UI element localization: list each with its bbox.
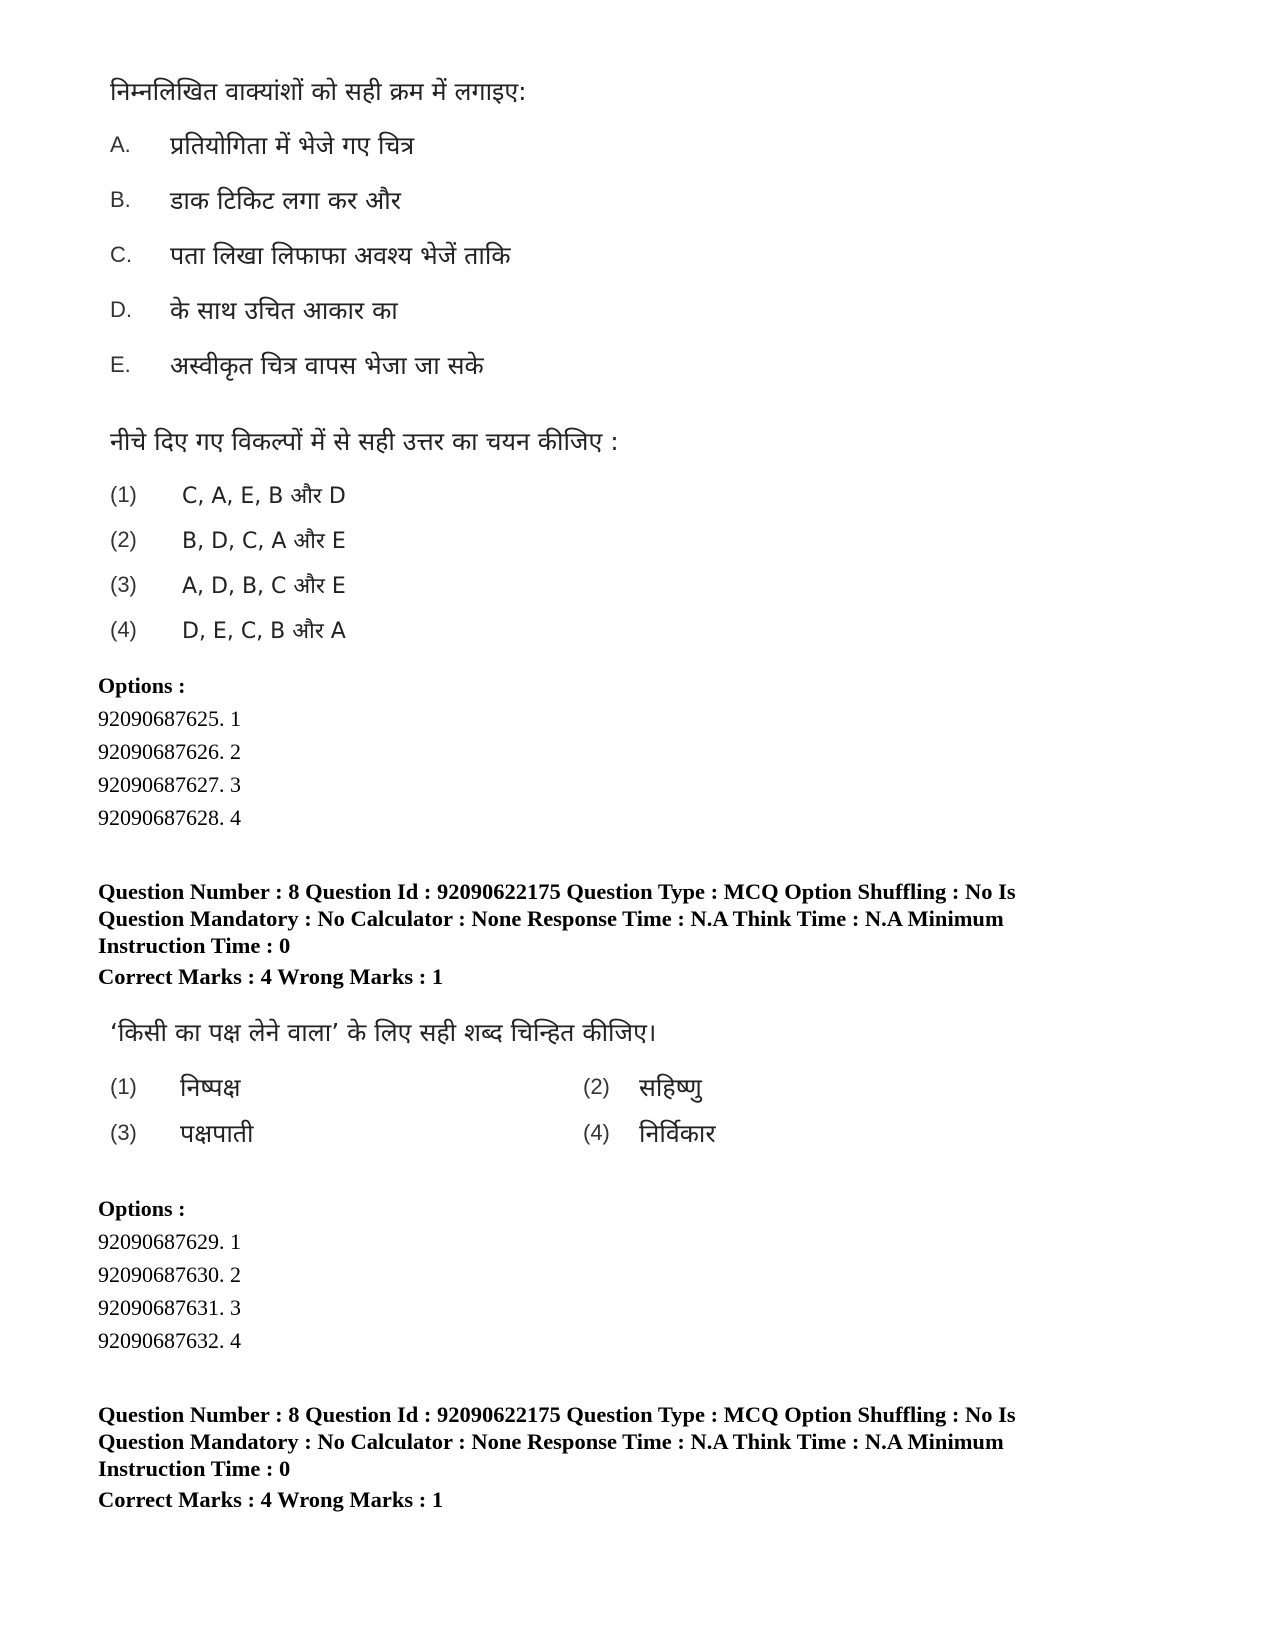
meta-line: Instruction Time : 0 [98,1456,291,1481]
meta-line: Question Number : 8 Question Id : 92090622175 Question Type : MCQ Option Shuffling : No Is [98,879,1016,904]
q7-choice-3 [110,568,346,602]
option-line: 92090687629. 1 [98,1229,241,1254]
choice-number: (4) [583,1120,610,1145]
q8-choice-4 [583,1115,716,1151]
choice-number: (1) [110,482,137,507]
choice-number: (2) [110,527,137,552]
choice-number: (3) [110,572,137,597]
choice-text: निष्पक्ष [180,1073,241,1102]
meta-line: Question Number : 8 Question Id : 92090622175 Question Type : MCQ Option Shuffling : No Is [98,1402,1016,1427]
q9-meta [98,1401,1188,1482]
q7-options-label: Options : [98,673,186,698]
choice-number: (1) [110,1074,137,1099]
q8-marks: Correct Marks : 4 Wrong Marks : 1 [98,964,444,989]
q7-choice-2 [110,523,346,557]
item-text: डाक टिकिट लगा कर और [170,186,401,215]
q7-item-a [110,128,414,162]
q7-choose-prompt: नीचे दिए गए विकल्पों में से सही उत्तर का चयन कीजिए : [110,427,619,456]
choice-text: D, E, C, B और A [182,619,346,644]
meta-line: Instruction Time : 0 [98,933,291,958]
choice-text: निर्विकार [639,1119,716,1148]
item-text: अस्वीकृत चित्र वापस भेजा जा सके [170,351,484,380]
item-letter: A. [110,132,131,157]
option-line: 92090687627. 3 [98,772,241,797]
q7-item-d [110,293,398,327]
meta-line: Question Mandatory : No Calculator : None Response Time : N.A Think Time : N.A Minimum [98,906,1004,931]
q8-options-label: Options : [98,1196,186,1221]
q7-item-b [110,183,401,217]
item-letter: C. [110,242,132,267]
item-letter: D. [110,297,132,322]
q8-choice-2 [583,1069,702,1105]
q8-meta [98,878,1188,959]
item-text: पता लिखा लिफाफा अवश्य भेजें ताकि [170,241,511,270]
choice-text: A, D, B, C और E [182,574,346,599]
item-text: प्रतियोगिता में भेजे गए चित्र [170,131,415,160]
choice-number: (4) [110,617,137,642]
item-text: के साथ उचित आकार का [170,296,398,325]
q9-marks: Correct Marks : 4 Wrong Marks : 1 [98,1487,444,1512]
choice-number: (3) [110,1120,137,1145]
choice-text: C, A, E, B और D [182,484,346,509]
option-line: 92090687626. 2 [98,739,241,764]
q8-question: ‘किसी का पक्ष लेने वाला’ के लिए सही शब्द चिन्हित कीजिए। [110,1018,657,1047]
q7-item-c [110,238,511,272]
choice-text: पक्षपाती [180,1119,254,1148]
option-line: 92090687631. 3 [98,1295,241,1320]
meta-line: Question Mandatory : No Calculator : None Response Time : N.A Think Time : N.A Minimum [98,1429,1004,1454]
option-line: 92090687628. 4 [98,805,241,830]
option-line: 92090687625. 1 [98,706,241,731]
option-line: 92090687630. 2 [98,1262,241,1287]
q8-choice-3 [110,1115,254,1151]
choice-text: B, D, C, A और E [182,529,346,554]
q7-choice-4 [110,613,346,647]
q7-choice-1 [110,478,346,512]
item-letter: B. [110,187,131,212]
q7-instruction: निम्नलिखित वाक्यांशों को सही क्रम में लगाइए: [110,77,527,106]
q7-item-e [110,348,484,382]
item-letter: E. [110,352,131,377]
option-line: 92090687632. 4 [98,1328,241,1353]
q8-choice-1 [110,1069,241,1105]
choice-number: (2) [583,1074,610,1099]
choice-text: सहिष्णु [639,1073,702,1102]
